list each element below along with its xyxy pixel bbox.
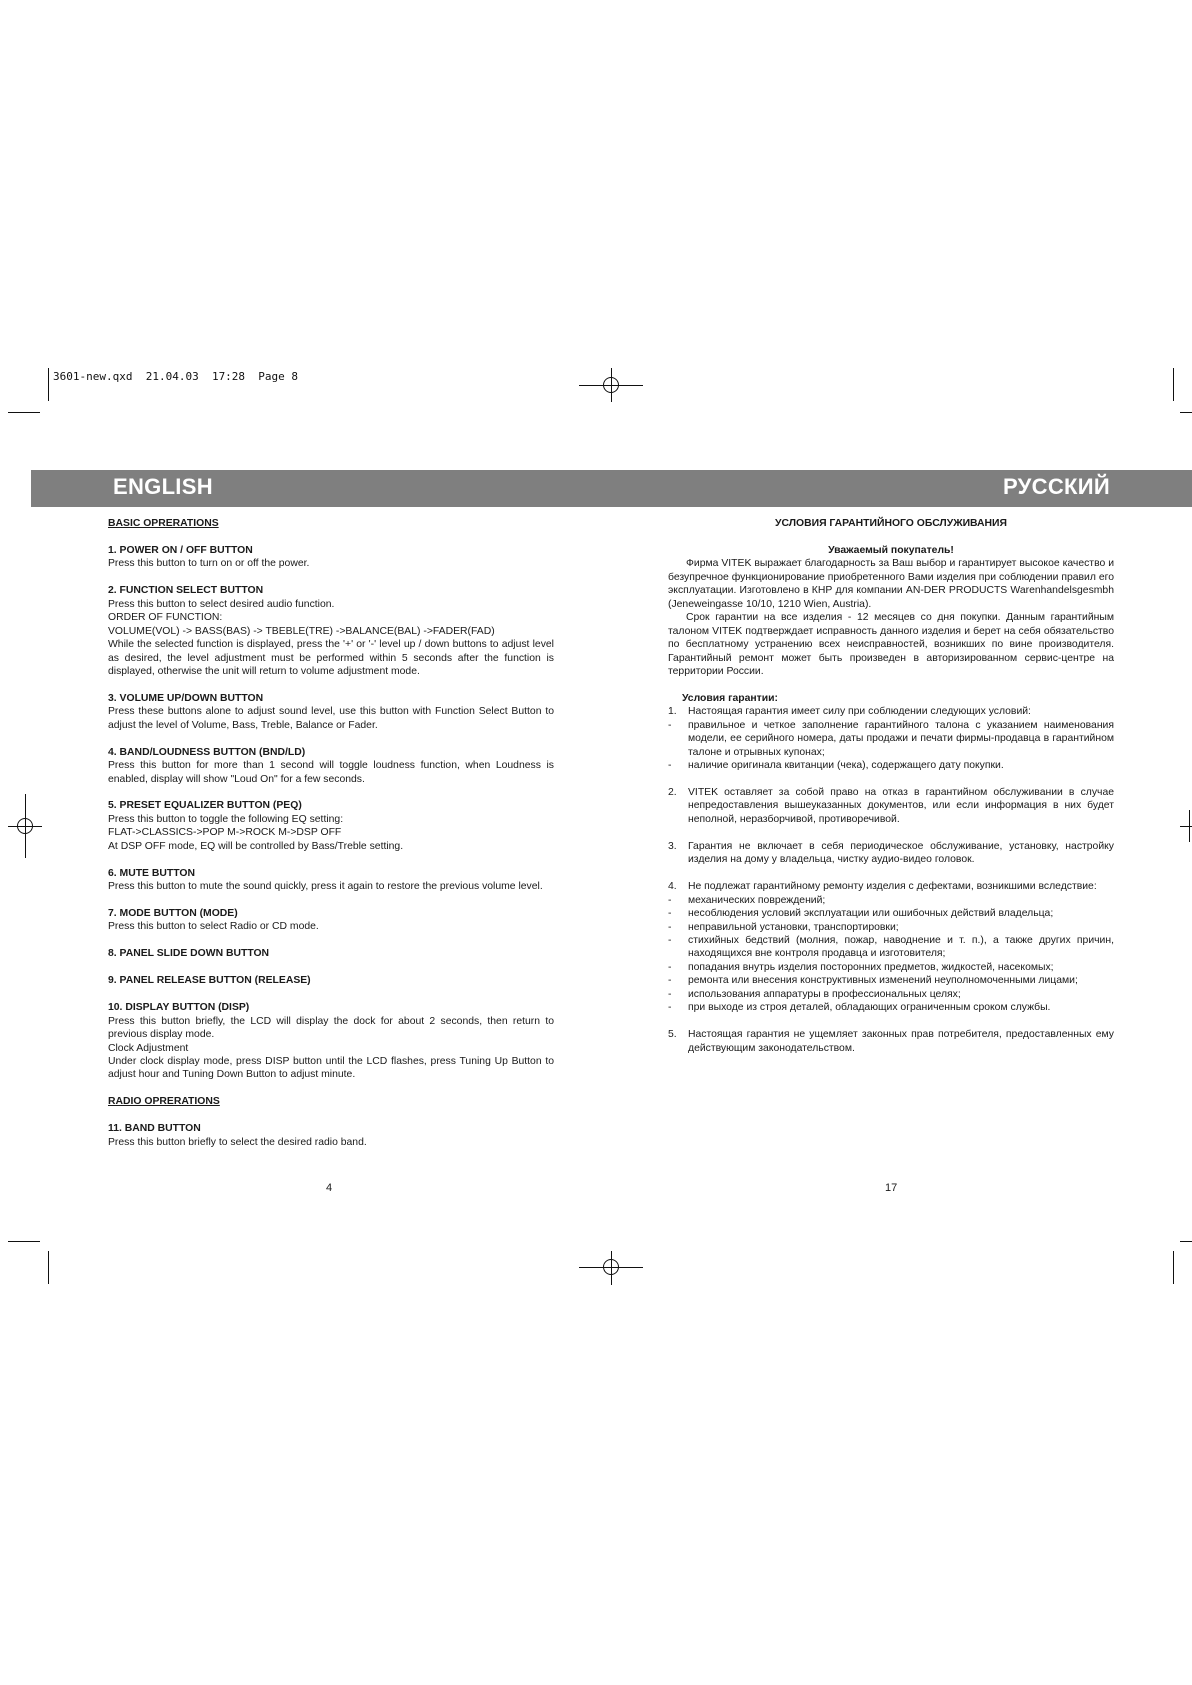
- bullet-text: несоблюдения условий эксплуатации или ошибочных действий владельца;: [688, 908, 1054, 920]
- condition-item: [668, 880, 1114, 893]
- condition-text: Не подлежат гарантийному ремонту изделия с дефектами, возникшими вследствие:: [688, 881, 1097, 893]
- file-slug: 3601-new.qxd 21.04.03 17:28 Page 8: [53, 370, 299, 383]
- crop-mark: [48, 368, 49, 401]
- bullet-marker: -: [668, 988, 672, 1000]
- bullet-marker: -: [668, 908, 672, 920]
- bullet-marker: -: [668, 1002, 672, 1014]
- item-text: Press this button to toggle the following EQ setting:: [108, 813, 344, 825]
- bullet-marker: -: [668, 934, 672, 946]
- item-text: Press this button briefly to select the desired radio band.: [108, 1136, 367, 1148]
- condition-text: Настоящая гарантия не ущемляет законных прав потребителя, предоставленных ему действующим законодательством.: [688, 1029, 1114, 1054]
- bullet-marker: -: [668, 975, 672, 987]
- item-title: 5. PRESET EQUALIZER BUTTON (PEQ): [108, 800, 302, 812]
- item-title: 6. MUTE BUTTON: [108, 867, 195, 879]
- item-text: Under clock display mode, press DISP button until the LCD flashes, press Tuning Up Button to adjust hour and Tuning Down Button to adjust minute.: [108, 1055, 554, 1081]
- bullet-text: попадания внутрь изделия посторонних предметов, жидкостей, насекомых;: [688, 961, 1054, 973]
- bullet-text: использования аппаратуры в профессиональных целях;: [688, 988, 961, 1000]
- bullet-marker: -: [668, 760, 672, 772]
- item-text: FLAT->CLASSICS->POP M->ROCK M->DSP OFF: [108, 827, 342, 839]
- crop-mark: [1180, 1241, 1192, 1242]
- header-russian: РУССКИЙ: [1003, 474, 1110, 499]
- registration-mark: [1180, 826, 1192, 827]
- language-header-band: [31, 470, 1192, 507]
- condition-bullet: [668, 974, 1114, 987]
- item-title: 10. DISPLAY BUTTON (DISP): [108, 1002, 250, 1014]
- bullet-marker: -: [668, 894, 672, 906]
- bullet-text: неправильной установки, транспортировки;: [688, 921, 899, 933]
- crop-mark: [1180, 412, 1192, 413]
- condition-text: VITEK оставляет за собой право на отказ в гарантийном обслуживании в случае непредоставления вышеуказанных документов, или если информация в них будет неполной, неразборчивой, противоречивой.: [688, 787, 1114, 825]
- crop-mark: [8, 412, 40, 413]
- condition-item: [668, 1028, 1114, 1055]
- registration-mark: [1189, 810, 1190, 842]
- condition-text: Гарантия не включает в себя периодическое обслуживание, установку, настройку изделия на дому у владельца, чистку аудио-видео головок.: [688, 840, 1114, 866]
- condition-item: [668, 786, 1114, 826]
- registration-circle: [603, 1259, 619, 1275]
- russian-column: [668, 517, 1114, 1055]
- item-title: 11. BAND BUTTON: [108, 1123, 201, 1135]
- condition-number: 2.: [668, 787, 677, 799]
- item-title: 8. PANEL SLIDE DOWN BUTTON: [108, 948, 270, 960]
- item-text: Press this button to select Radio or CD mode.: [108, 921, 319, 933]
- item-text: Press this button to mute the sound quickly, press it again to restore the previous volume level.: [108, 881, 543, 893]
- condition-bullet: [668, 961, 1114, 974]
- condition-number: 1.: [668, 706, 677, 718]
- item-text: Press these buttons alone to adjust sound level, use this button with Function Select Button to adjust the level of Volume, Bass, Treble, Balance or Fader.: [108, 706, 554, 731]
- item-text: While the selected function is displayed, press the '+' or '-' level up / down buttons to adjust level as desired, the level adjustment must be performed within 5 seconds after the function is displayed, otherwise the unit will return to volume adjustment mode.: [108, 639, 554, 677]
- condition-number: 4.: [668, 881, 677, 893]
- page-number-right: 17: [885, 1182, 898, 1194]
- condition-bullet: [668, 988, 1114, 1001]
- condition-bullet: [668, 907, 1114, 920]
- item-title: 9. PANEL RELEASE BUTTON (RELEASE): [108, 975, 311, 987]
- condition-text: Настоящая гарантия имеет силу при соблюдении следующих условий:: [688, 706, 1031, 718]
- item-title: 4. BAND/LOUDNESS BUTTON (BND/LD): [108, 746, 306, 758]
- condition-item: [668, 840, 1114, 867]
- header-english: ENGLISH: [113, 474, 213, 499]
- registration-circle: [603, 377, 619, 393]
- crop-mark: [1173, 1251, 1174, 1284]
- item-text: Press this button briefly, the LCD will display the dock for about 2 seconds, then return to previous display mode.: [108, 1015, 554, 1041]
- crop-mark: [1173, 368, 1174, 401]
- item-text: ORDER OF FUNCTION:: [108, 612, 223, 624]
- item-title: 7. MODE BUTTON (MODE): [108, 908, 238, 920]
- conditions-list: [668, 705, 1114, 1055]
- bullet-text: правильное и четкое заполнение гарантийного талона с указанием наименования модели, ее серийного номера, даты продажи и печати фирмы-продавца в гарантийном талоне и отрывных купонах;: [688, 719, 1114, 758]
- section-heading: RADIO OPRERATIONS: [108, 1096, 220, 1108]
- conditions-title: Условия гарантии:: [682, 692, 778, 704]
- bullet-text: ремонта или внесения конструктивных изменений неуполномоченными лицами;: [688, 975, 1078, 987]
- condition-item: [668, 705, 1114, 718]
- condition-number: 3.: [668, 840, 677, 852]
- condition-number: 5.: [668, 1029, 677, 1041]
- crop-mark: [48, 1251, 49, 1284]
- condition-bullet: [668, 1001, 1114, 1014]
- bullet-text: при выходе из строя деталей, обладающих ограниченным сроком службы.: [688, 1002, 1051, 1014]
- item-title: 2. FUNCTION SELECT BUTTON: [108, 585, 264, 597]
- item-text: Press this button to select desired audio function.: [108, 598, 335, 610]
- item-text: At DSP OFF mode, EQ will be controlled by Bass/Treble setting.: [108, 840, 404, 852]
- section-heading: BASIC OPRERATIONS: [108, 518, 219, 529]
- condition-bullet: [668, 894, 1114, 907]
- item-text: Press this button to turn on or off the power.: [108, 558, 310, 570]
- english-column: [108, 517, 554, 1149]
- page-number-left: 4: [326, 1182, 333, 1194]
- bullet-marker: -: [668, 719, 672, 731]
- warranty-paragraph: Фирма VITEK выражает благодарность за Ваш выбор и гарантирует высокое качество и безупречное функционирование приобретенного Вами изделия при соблюдении правил его эксплуатации. Изготовлено в КНР для компании AN-DER PRODUCTS Warenhandelsgesmbh (Jeneweingasse 10/10, 1210 Wien, Austria).: [668, 558, 1114, 610]
- condition-bullet: [668, 921, 1114, 934]
- bullet-marker: -: [668, 921, 672, 933]
- warranty-greeting: Уважаемый покупатель!: [828, 544, 954, 556]
- item-title: 3. VOLUME UP/DOWN BUTTON: [108, 692, 264, 704]
- condition-bullet: [668, 759, 1114, 772]
- bullet-text: стихийных бедствий (молния, пожар, наводнение и т. п.), а также других причин, находящихся вне контроля продавца и изготовителя;: [688, 934, 1114, 960]
- bullet-text: механических повреждений;: [688, 894, 826, 906]
- condition-bullet: [668, 719, 1114, 759]
- condition-bullet: [668, 934, 1114, 961]
- item-text: VOLUME(VOL) -> BASS(BAS) -> TBEBLE(TRE) ->BALANCE(BAL) ->FADER(FAD): [108, 625, 495, 637]
- bullet-marker: -: [668, 961, 672, 973]
- item-text: Clock Adjustment: [108, 1042, 189, 1054]
- bullet-text: наличие оригинала квитанции (чека), содержащего дату покупки.: [688, 760, 1004, 772]
- registration-circle: [17, 818, 33, 834]
- warranty-title: УСЛОВИЯ ГАРАНТИЙНОГО ОБСЛУЖИВАНИЯ: [775, 518, 1007, 529]
- warranty-paragraph: Срок гарантии на все изделия - 12 месяцев со дня покупки. Данным гарантийным талоном VITEK подтверждает исправность данного изделия и берет на себя обязательство по бесплатному устранению всех неисправностей, возникших по вине производителя. Гарантийный ремонт может быть произведен в авторизированном сервис-центре на территории России.: [668, 612, 1114, 677]
- crop-mark: [8, 1241, 40, 1242]
- item-title: 1. POWER ON / OFF BUTTON: [108, 544, 253, 556]
- item-text: Press this button for more than 1 second will toggle loudness function, when Loudness is enabled, display will show "Loud On" for a few seconds.: [108, 760, 554, 785]
